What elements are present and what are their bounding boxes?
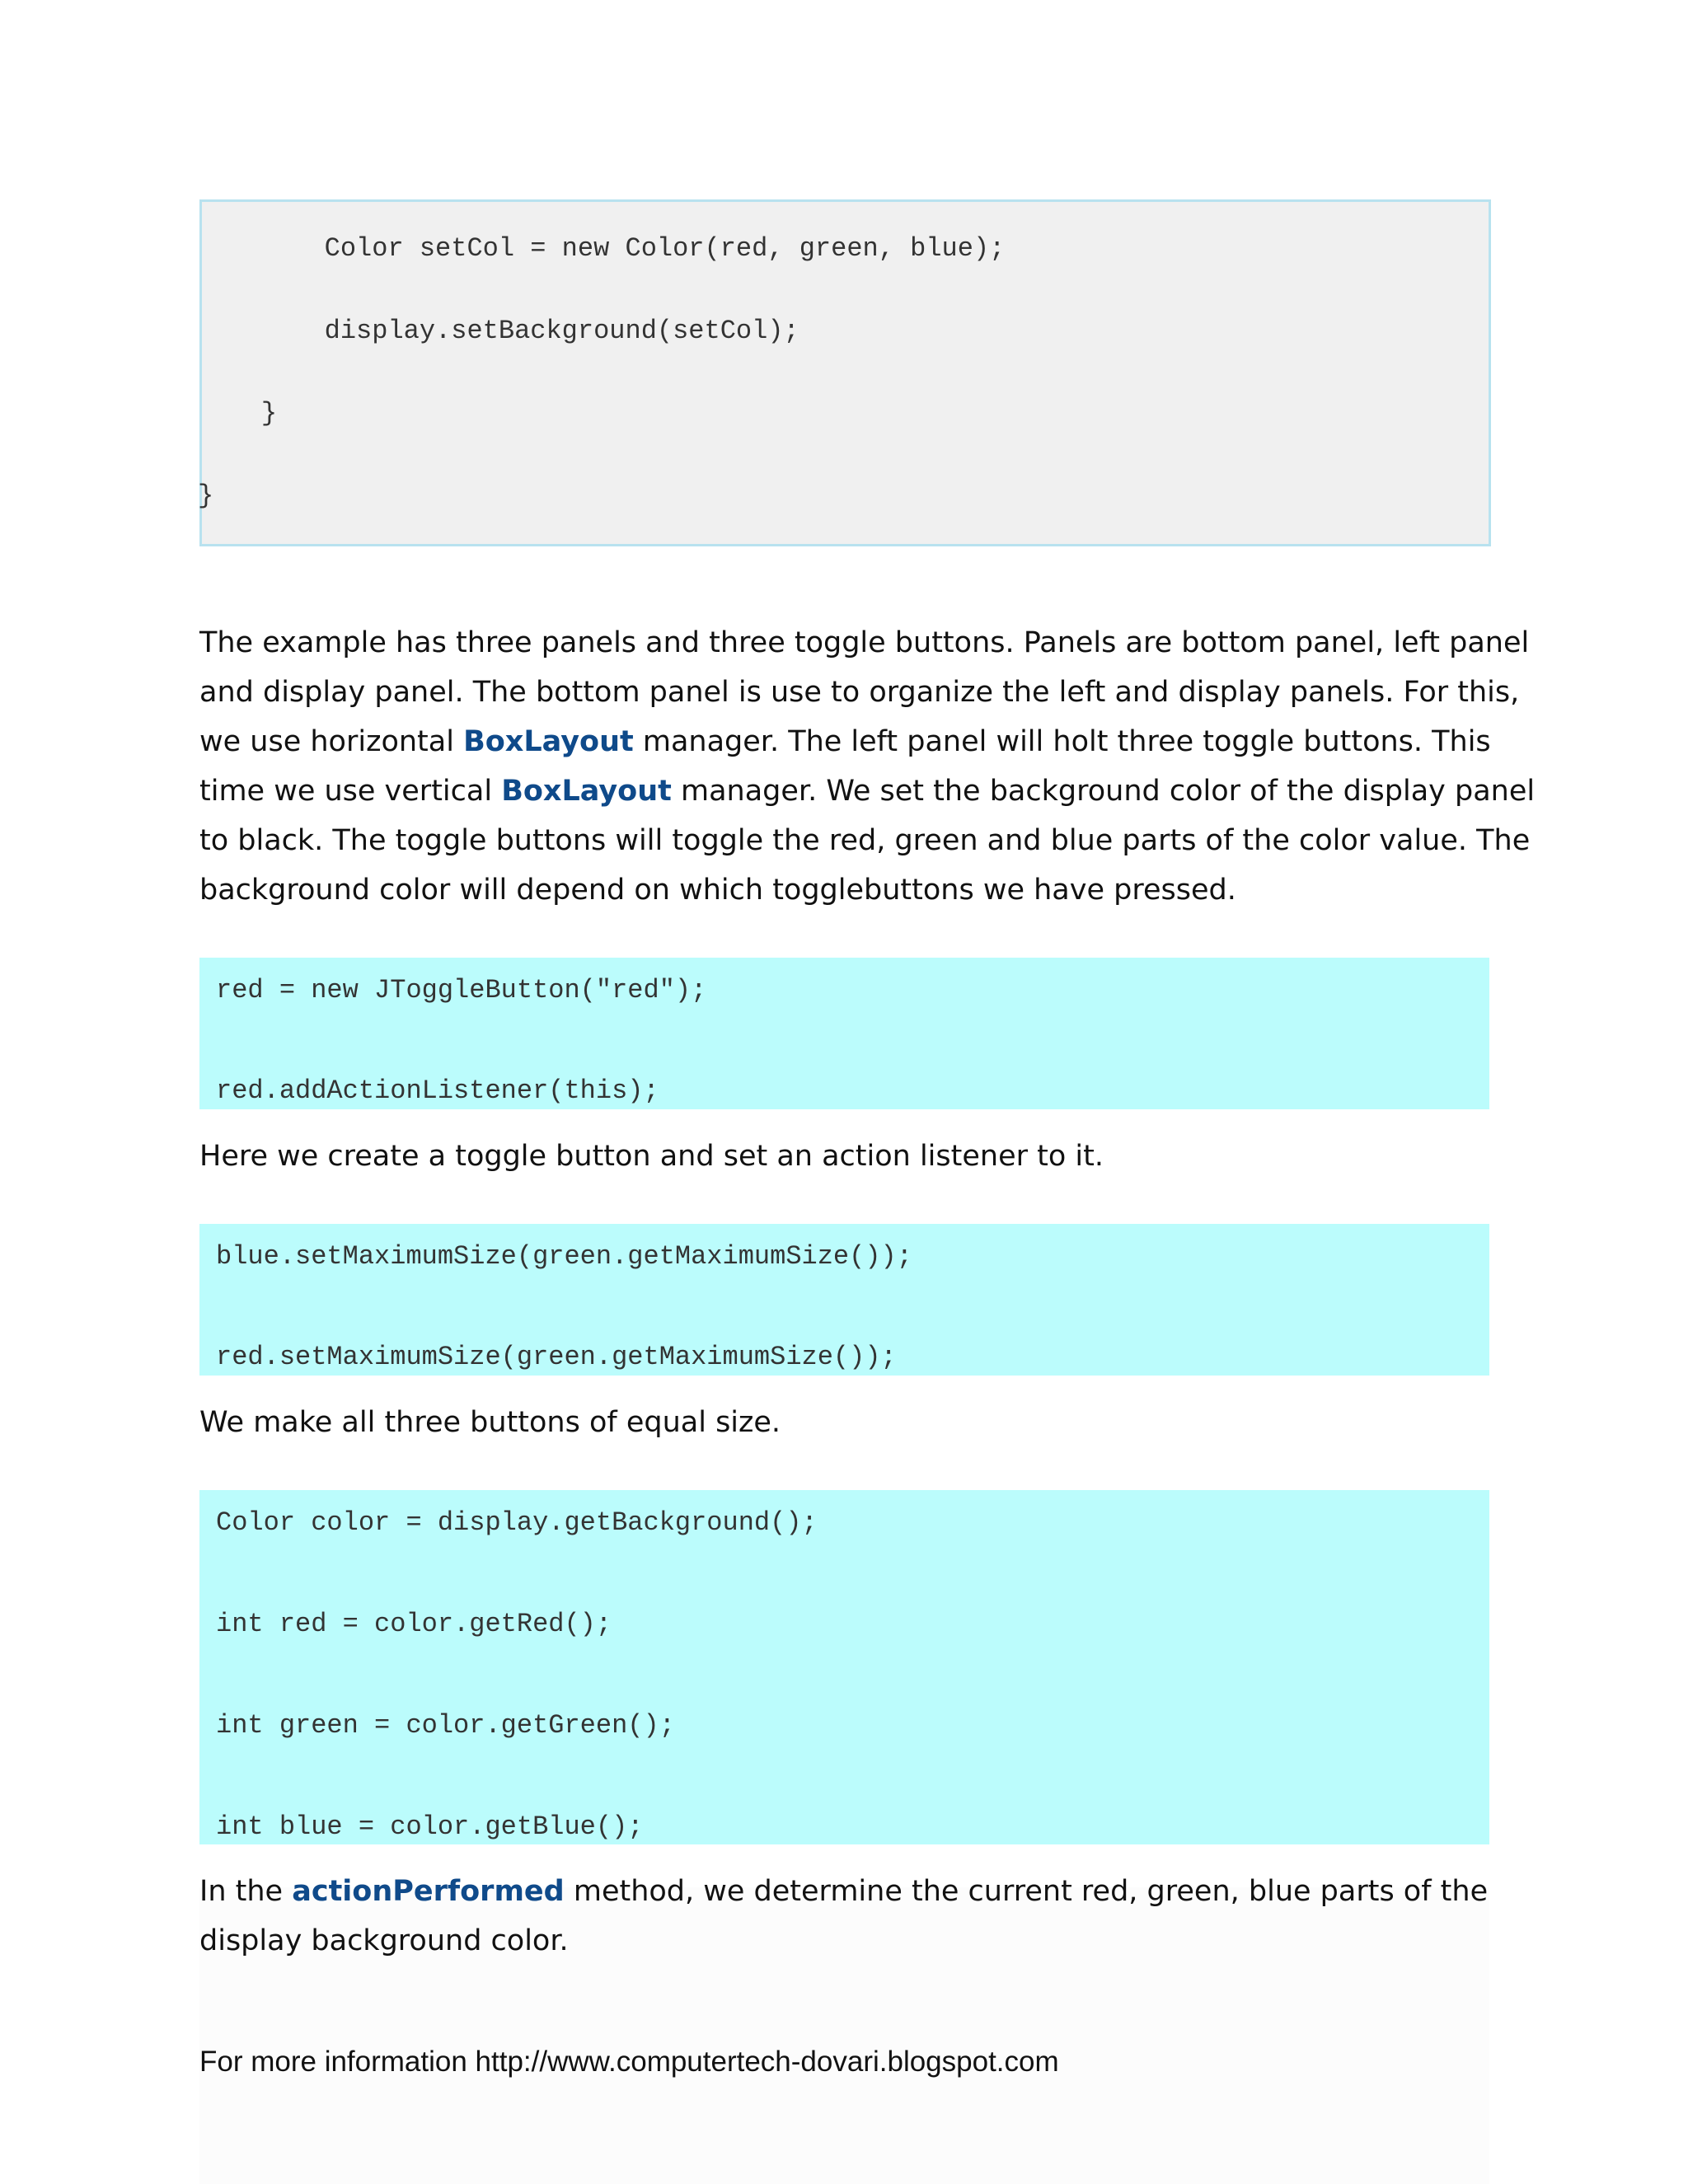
code-line: int red = color.getRed(); <box>216 1609 612 1639</box>
text-segment: time we use vertical <box>199 775 502 808</box>
code-line: blue.setMaximumSize(green.getMaximumSize()); <box>216 1241 912 1272</box>
paragraph-equal-size <box>199 1398 1493 1447</box>
paragraph-panels-description <box>199 618 1536 915</box>
code-line: Color color = display.getBackground(); <box>216 1507 818 1538</box>
paragraph-line: Here we create a toggle button and set an action listener to it. <box>199 1140 1104 1173</box>
text-segment: manager. We set the background color of the display panel <box>671 775 1536 808</box>
text-segment: In the <box>199 1875 293 1908</box>
text-segment: we use horizontal <box>199 725 464 758</box>
code-line: red.setMaximumSize(green.getMaximumSize()); <box>216 1342 897 1372</box>
paragraph-line: We make all three buttons of equal size. <box>199 1406 781 1439</box>
paragraph-line: The example has three panels and three toggle buttons. Panels are bottom panel, left panel <box>199 626 1530 659</box>
paragraph-line: and display panel. The bottom panel is use to organize the left and display panels. For this, <box>199 676 1520 709</box>
code-line: display.setBackground(setCol); <box>198 316 799 346</box>
text-segment: method, we determine the current red, green, blue parts of the <box>564 1875 1489 1908</box>
paragraph-line <box>199 717 1493 766</box>
keyword-action-performed: actionPerformed <box>292 1875 565 1908</box>
code-line: Color setCol = new Color(red, green, blue); <box>198 233 1006 264</box>
paragraph-line: to black. The toggle buttons will toggle the red, green and blue parts of the color value. The <box>199 824 1531 857</box>
text-segment: manager. The left panel will holt three toggle buttons. This <box>633 725 1491 758</box>
keyword-boxlayout: BoxLayout <box>463 725 634 758</box>
code-line: } <box>198 398 278 429</box>
paragraph-toggle-explanation <box>199 1132 1493 1181</box>
paragraph-line: display background color. <box>199 1924 569 1957</box>
paragraph-action-performed <box>199 1867 1493 1966</box>
code-block-maximum-size <box>199 1224 1489 1376</box>
code-block-get-colors <box>199 1490 1489 1844</box>
code-line: } <box>198 480 214 511</box>
code-line: int green = color.getGreen(); <box>216 1710 675 1741</box>
code-line: red = new JToggleButton("red"); <box>216 975 707 1005</box>
code-line: red.addActionListener(this); <box>216 1076 659 1106</box>
paragraph-line <box>199 766 1536 816</box>
paragraph-line: background color will depend on which togglebuttons we have pressed. <box>199 874 1236 907</box>
paragraph-line <box>199 1867 1493 1916</box>
code-block-gray <box>199 199 1491 546</box>
keyword-boxlayout: BoxLayout <box>501 775 672 808</box>
footer-info-link: For more information http://www.computertech-dovari.blogspot.com <box>199 2046 1059 2078</box>
code-block-toggle-button <box>199 958 1489 1109</box>
code-line: int blue = color.getBlue(); <box>216 1811 644 1842</box>
